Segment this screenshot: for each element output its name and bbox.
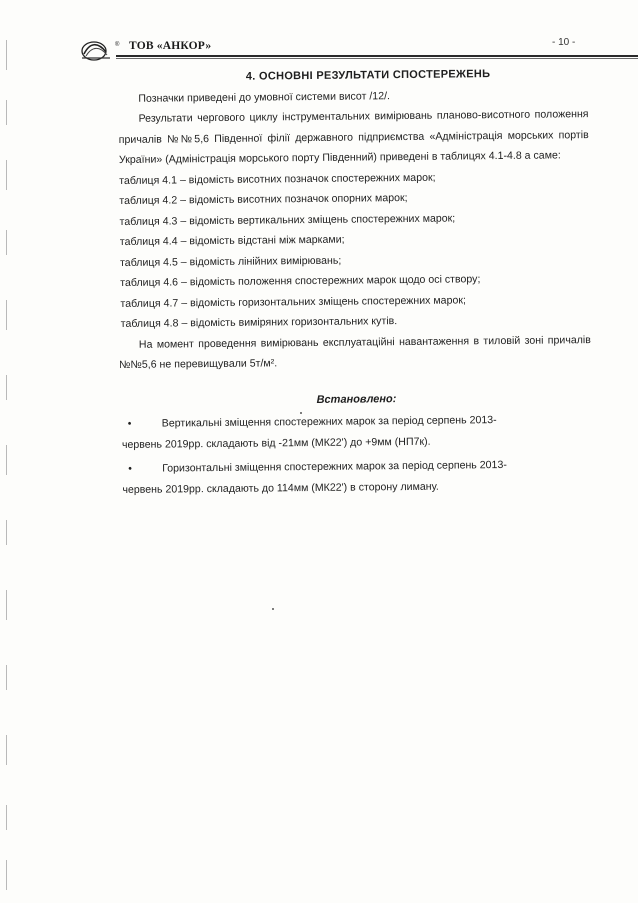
binder-mark xyxy=(6,375,7,400)
bullet-icon: • xyxy=(127,417,132,430)
list-item: таблиця 4.3 – відомість вертикальних зміщень спостережних марок; xyxy=(119,211,456,228)
binder-mark xyxy=(6,590,7,620)
finding-text: червень 2019рр. складають від -21мм (МК22') до +9мм (НП7к). xyxy=(121,435,431,451)
binder-mark xyxy=(6,230,7,255)
list-item: таблиця 4.2 – відомість висотних позначок опорних марок; xyxy=(119,191,408,207)
company-logo-icon xyxy=(80,38,120,62)
binder-mark xyxy=(6,100,7,125)
list-item: таблиця 4.6 – відомість положення спостережних марок щодо осі створу; xyxy=(120,273,481,289)
list-item: таблиця 4.7 – відомість горизонтальних зміщень спостережних марок; xyxy=(120,293,466,310)
list-item: таблиця 4.4 – відомість відстані між марками; xyxy=(119,233,345,248)
binder-mark xyxy=(6,860,7,890)
established-heading: Встановлено: xyxy=(316,392,397,406)
finding-text: Горизонтальні зміщення спостережних марок за період серпень 2013- xyxy=(162,458,507,475)
registered-mark: ® xyxy=(115,42,120,48)
finding-text: червень 2019рр. складають до 114мм (МК22') в сторону лиману. xyxy=(122,480,439,496)
section-title: 4. ОСНОВНІ РЕЗУЛЬТАТИ СПОСТЕРЕЖЕНЬ xyxy=(245,68,491,83)
binder-mark xyxy=(6,805,7,830)
section-content xyxy=(118,63,593,504)
list-item: таблиця 4.8 – відомість виміряних горизонтальних кутів. xyxy=(120,315,398,330)
bullet-icon: • xyxy=(128,462,132,475)
list-item: таблиця 4.1 – відомість висотних позначок спостережних марок; xyxy=(119,171,436,187)
finding-text: Вертикальні зміщення спостережних марок за період серпень 2013- xyxy=(161,414,497,430)
paragraph: Позначки приведені до умовної системи висот /12/. xyxy=(138,89,391,105)
finding-item xyxy=(122,454,592,500)
finding-item xyxy=(122,409,592,455)
binder-mark xyxy=(6,665,7,690)
paragraph: Результати чергового циклу інструментальних вимірювань планово-висотного положення причалів №№5,6 Південної філії державного підприємства «Адміністрація морських портів України» (Адміністрація морського порту Південний) приведені в таблицях 4.1-4.8 а саме: xyxy=(118,108,589,166)
binder-mark xyxy=(6,40,7,70)
binder-mark xyxy=(6,160,7,190)
header-divider xyxy=(116,58,638,59)
document-header xyxy=(80,38,580,62)
list-item: таблиця 4.5 – відомість лінійних вимірювань; xyxy=(119,254,342,269)
scan-speck xyxy=(272,608,274,610)
company-name: ТОВ «АНКОР» xyxy=(129,40,212,52)
scan-speck xyxy=(300,412,302,414)
binder-mark xyxy=(6,445,7,475)
binder-mark xyxy=(6,520,7,545)
header-divider xyxy=(116,55,638,57)
tables-list xyxy=(119,166,591,335)
page-number: - 10 - xyxy=(552,37,576,48)
binder-mark xyxy=(6,735,7,765)
paragraph: На момент проведення вимірювань експлуатаційні навантаження в тиловій зоні причалів №№5,6 не перевищували 5т/м². xyxy=(119,333,591,372)
binder-mark xyxy=(6,300,7,330)
